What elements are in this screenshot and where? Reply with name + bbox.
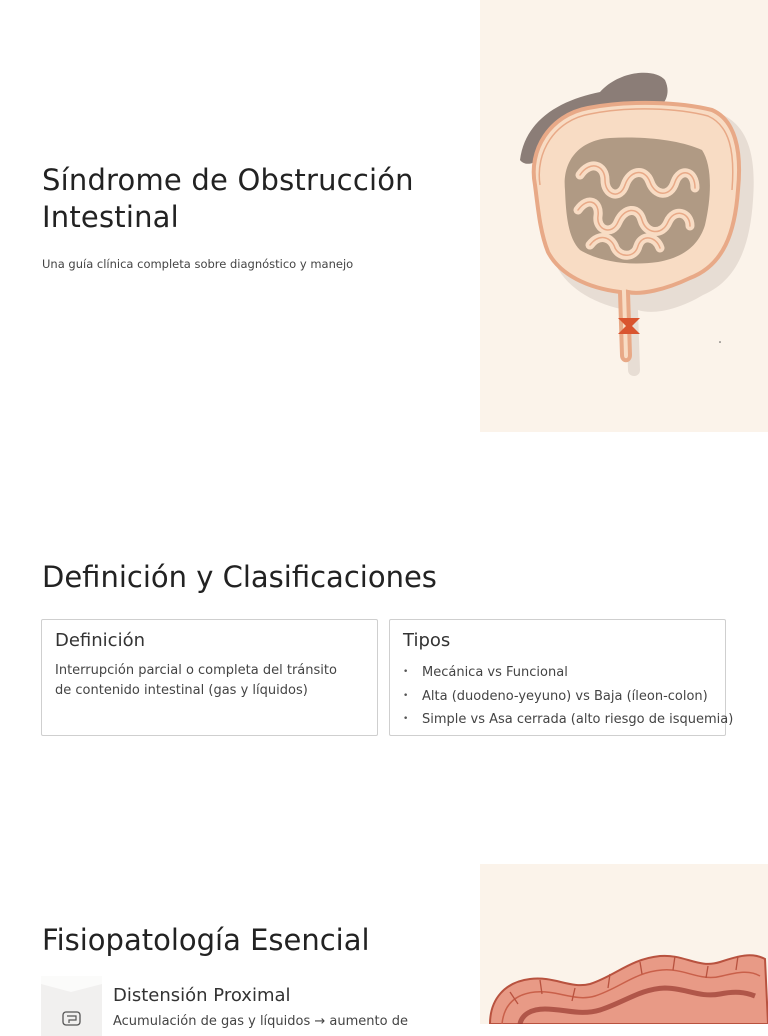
- step-title: Distensión Proximal: [113, 985, 291, 1006]
- types-list-item: [403, 685, 763, 709]
- bullet-icon: •: [403, 690, 409, 701]
- types-card: [389, 619, 734, 736]
- page-title: Síndrome de Obstrucción Intestinal: [42, 163, 414, 234]
- intestine-icon: [41, 976, 102, 1036]
- bullet-icon: •: [403, 667, 409, 677]
- definition-section-heading: Definición y Clasificaciones: [42, 560, 437, 594]
- definition-card: [41, 619, 378, 736]
- definition-card-text: Interrupción parcial o completa del tránsito de contenido intestinal (gas y líquidos): [55, 663, 337, 698]
- types-list: [403, 661, 763, 732]
- hero-illustration: [480, 0, 768, 432]
- step-icon-box: [41, 976, 102, 1036]
- types-list-item-label: Alta (duodeno-yeyuno) vs Baja (íleon-colon): [422, 688, 708, 704]
- types-list-item-label: Simple vs Asa cerrada (alto riesgo de isquemia): [422, 712, 734, 727]
- fisio-section-heading: Fisiopatología Esencial: [42, 923, 370, 957]
- types-card-title: Tipos: [403, 630, 451, 651]
- bullet-icon: •: [403, 714, 409, 724]
- types-list-item: [403, 661, 763, 685]
- step-text: Acumulación de gas y líquidos → aumento de: [113, 1014, 408, 1029]
- intestines-obstruction-illustration: [480, 0, 768, 432]
- page-subtitle: Una guía clínica completa sobre diagnóstico y manejo: [42, 257, 354, 271]
- definition-card-title: Definición: [55, 630, 145, 651]
- types-list-item-label: Mecánica vs Funcional: [422, 665, 568, 680]
- colon-illustration: [480, 864, 768, 1024]
- types-list-item: [403, 708, 763, 732]
